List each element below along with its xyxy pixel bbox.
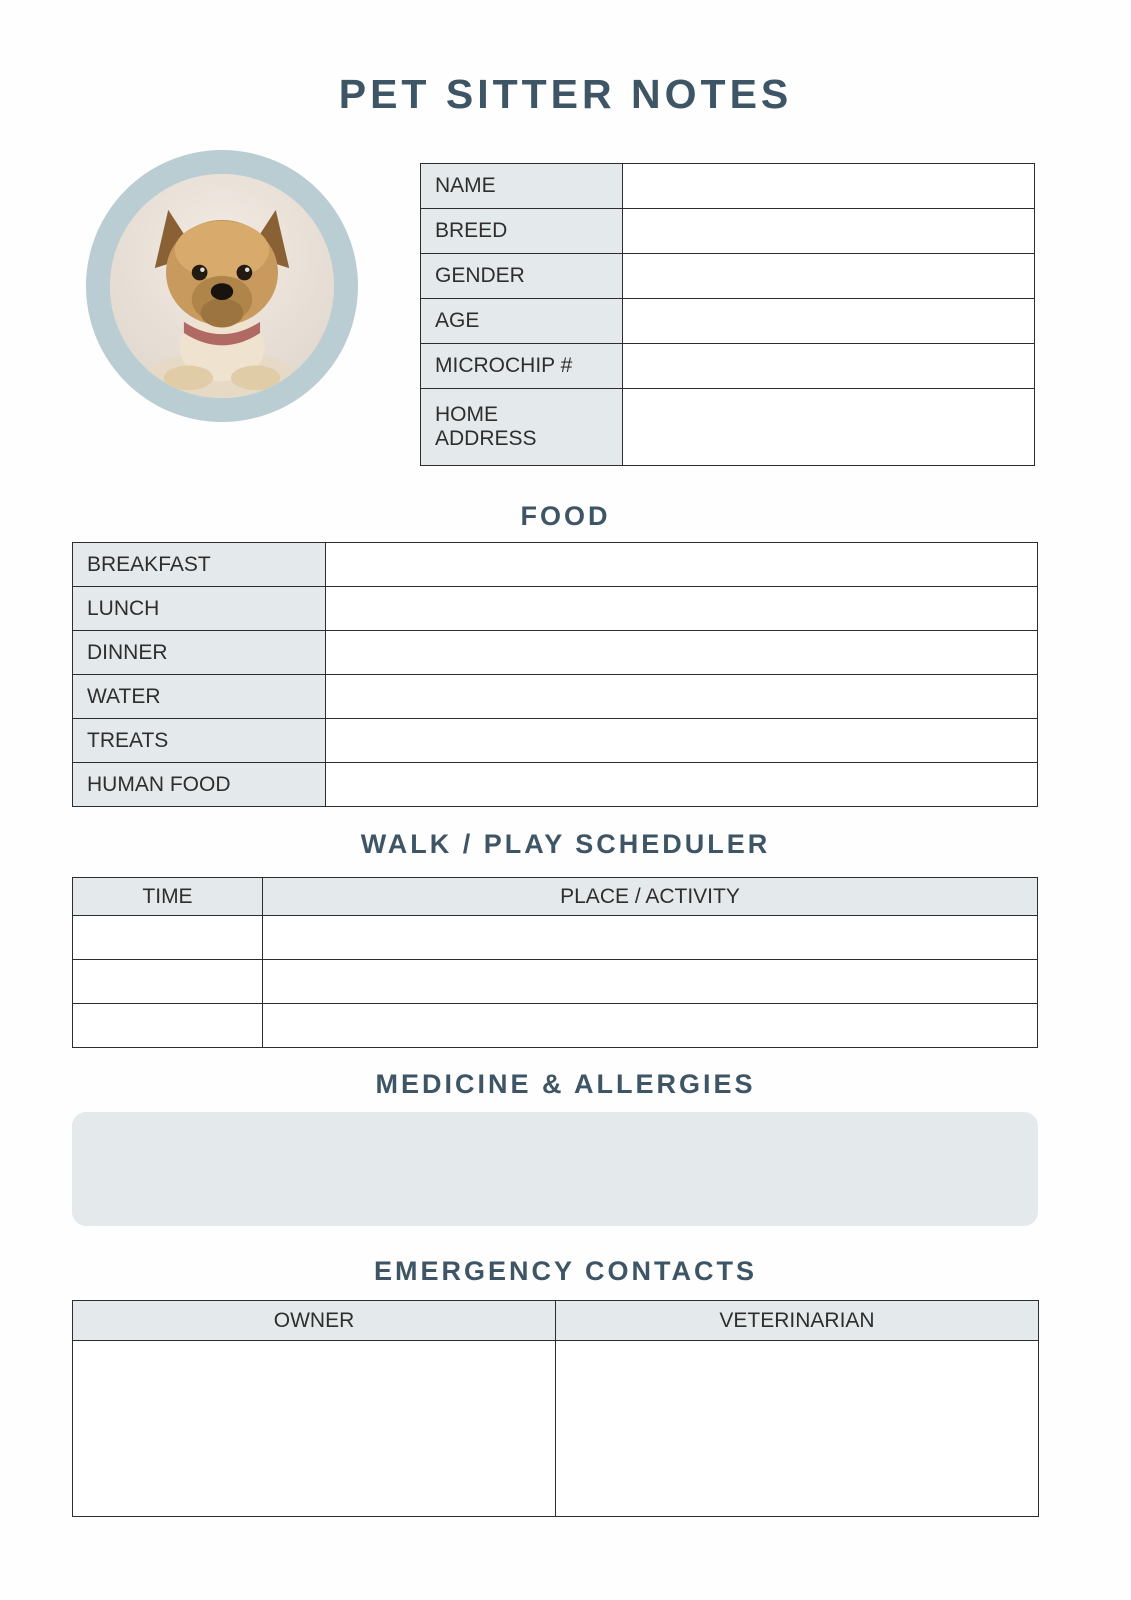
page-title: PET SITTER NOTES <box>338 71 793 117</box>
food-label-breakfast: BREAKFAST <box>73 543 326 587</box>
table-row <box>421 164 1035 209</box>
emergency-col-veterinarian: VETERINARIAN <box>556 1301 1039 1341</box>
walk-time-cell[interactable] <box>73 916 263 960</box>
medicine-notes-field[interactable] <box>72 1112 1038 1226</box>
table-row <box>73 763 1038 807</box>
walk-time-cell[interactable] <box>73 960 263 1004</box>
emergency-section-heading: EMERGENCY CONTACTS <box>373 1256 758 1286</box>
info-value-name[interactable] <box>623 164 1035 209</box>
info-label-home-address: HOME ADDRESS <box>421 389 623 466</box>
emergency-col-owner: OWNER <box>73 1301 556 1341</box>
food-label-dinner: DINNER <box>73 631 326 675</box>
food-value-treats[interactable] <box>326 719 1038 763</box>
walk-place-cell[interactable] <box>263 916 1038 960</box>
pet-photo-frame <box>86 150 358 422</box>
food-value-breakfast[interactable] <box>326 543 1038 587</box>
walk-play-table <box>72 877 1038 1048</box>
walk-time-cell[interactable] <box>73 1004 263 1048</box>
table-row <box>73 675 1038 719</box>
table-row <box>421 344 1035 389</box>
food-section-heading: FOOD <box>520 501 611 531</box>
table-row <box>421 299 1035 344</box>
food-table <box>72 542 1038 807</box>
medicine-section-heading: MEDICINE & ALLERGIES <box>375 1069 756 1099</box>
food-value-lunch[interactable] <box>326 587 1038 631</box>
food-value-water[interactable] <box>326 675 1038 719</box>
table-row <box>421 209 1035 254</box>
table-row <box>421 254 1035 299</box>
table-row <box>73 916 1038 960</box>
food-label-human-food: HUMAN FOOD <box>73 763 326 807</box>
table-row <box>73 1341 1039 1517</box>
table-row <box>73 960 1038 1004</box>
info-value-home-address[interactable] <box>623 389 1035 466</box>
info-value-microchip[interactable] <box>623 344 1035 389</box>
walk-play-section-heading: WALK / PLAY SCHEDULER <box>360 829 771 859</box>
info-label-gender: GENDER <box>421 254 623 299</box>
emergency-owner-cell[interactable] <box>73 1341 556 1517</box>
pet-photo <box>110 174 334 398</box>
food-value-human-food[interactable] <box>326 763 1038 807</box>
table-header-row <box>73 878 1038 916</box>
pet-info-table <box>420 163 1035 466</box>
walk-col-place-activity: PLACE / ACTIVITY <box>263 878 1038 916</box>
dog-photo-illustration <box>110 174 334 398</box>
info-label-age: AGE <box>421 299 623 344</box>
table-row <box>421 389 1035 466</box>
food-label-water: WATER <box>73 675 326 719</box>
info-label-breed: BREED <box>421 209 623 254</box>
info-label-microchip: MICROCHIP # <box>421 344 623 389</box>
emergency-veterinarian-cell[interactable] <box>556 1341 1039 1517</box>
emergency-contacts-table <box>72 1300 1039 1517</box>
info-value-gender[interactable] <box>623 254 1035 299</box>
walk-col-time: TIME <box>73 878 263 916</box>
info-value-age[interactable] <box>623 299 1035 344</box>
info-label-name: NAME <box>421 164 623 209</box>
walk-place-cell[interactable] <box>263 1004 1038 1048</box>
table-header-row <box>73 1301 1039 1341</box>
food-label-treats: TREATS <box>73 719 326 763</box>
walk-place-cell[interactable] <box>263 960 1038 1004</box>
table-row <box>73 1004 1038 1048</box>
info-value-breed[interactable] <box>623 209 1035 254</box>
table-row <box>73 543 1038 587</box>
food-value-dinner[interactable] <box>326 631 1038 675</box>
table-row <box>73 719 1038 763</box>
table-row <box>73 587 1038 631</box>
food-label-lunch: LUNCH <box>73 587 326 631</box>
table-row <box>73 631 1038 675</box>
